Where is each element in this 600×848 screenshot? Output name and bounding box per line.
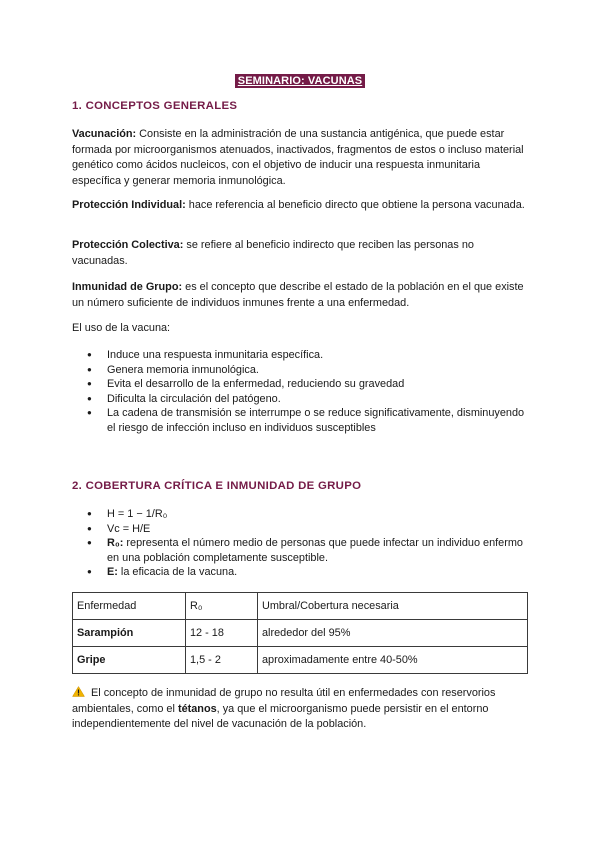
section-2-heading: 2. COBERTURA CRÍTICA E INMUNIDAD DE GRUPO (72, 480, 362, 492)
term-proteccion-colectiva: Protección Colectiva: (72, 239, 184, 251)
e-text: la eficacia de la vacuna. (117, 566, 238, 579)
warning-note (72, 686, 530, 733)
document-title: SEMINARIO: VACUNAS (235, 74, 365, 88)
term-vacunacion: Vacunación: (72, 128, 137, 140)
list-item: ● Evita el desarrollo de la enfermedad, reduciendo su gravedad (72, 377, 530, 392)
text-proteccion-colectiva: se refiere al beneficio indirecto que reciben las personas no vacunadas. (72, 239, 474, 267)
list-item: ● Dificulta la circulación del patógeno. (72, 392, 530, 407)
cell-disease: Gripe (73, 647, 186, 674)
uso-intro: El uso de la vacuna: (72, 322, 171, 334)
table-row (73, 647, 528, 674)
r0-definition (72, 536, 530, 565)
cell-disease: Sarampión (73, 620, 186, 647)
header-r0: R₀ (186, 593, 258, 620)
warning-icon (72, 686, 85, 697)
paragraph-proteccion-colectiva (72, 238, 530, 269)
table-header-row (73, 593, 528, 620)
table-row (73, 620, 528, 647)
text-vacunacion: Consiste en la administración de una sustancia antigénica, que puede estar formada por microorganismos atenuados, inactivados, fragmentos de estos o incluso material genético como ácidos nucleicos, con el objetivo de inducir una respuesta inmunitaria específica y generar memoria inmunológica. (72, 128, 524, 187)
title-wrapper (0, 71, 600, 89)
note-text-post: , ya que el microorganismo puede persistir en el entorno independientemente del nivel de vacunación de la población. (72, 702, 489, 731)
text-proteccion-individual: hace referencia al beneficio directo que obtiene la persona vacunada. (185, 199, 525, 211)
e-term: E: (107, 566, 118, 579)
r0-term: R₀: (107, 537, 124, 550)
paragraph-inmunidad-grupo (72, 280, 530, 311)
formula-list (72, 507, 530, 580)
e-definition (72, 565, 530, 580)
list-item: ● Induce una respuesta inmunitaria específica. (72, 348, 530, 363)
header-enfermedad: Enfermedad (73, 593, 186, 620)
note-text-pre: El concepto de inmunidad de grupo no resulta útil en enfermedades con reservorios ambientales, como el (72, 687, 496, 715)
term-proteccion-individual: Protección Individual: (72, 199, 186, 211)
list-item: ● Genera memoria inmunológica. (72, 363, 530, 378)
note-tetanos: tétanos (177, 702, 217, 715)
cell-r0: 12 - 18 (186, 620, 258, 647)
uso-list (72, 348, 530, 436)
cell-r0: 1,5 - 2 (186, 647, 258, 674)
paragraph-proteccion-individual (72, 198, 530, 214)
cell-threshold: aproximadamente entre 40-50% (258, 647, 528, 674)
term-inmunidad-grupo: Inmunidad de Grupo: (72, 281, 183, 293)
paragraph-vacunacion (72, 127, 530, 189)
cell-threshold: alrededor del 95% (258, 620, 528, 647)
r0-text: representa el número medio de personas que puede infectar un individuo enfermo en una población completamente susceptible. (107, 537, 523, 564)
disease-table (72, 592, 528, 674)
formula-vc: ● Vc = H/E (72, 522, 530, 537)
list-item: ● La cadena de transmisión se interrumpe o se reduce significativamente, disminuyendo el riesgo de infección incluso en individuos susceptibles (72, 406, 530, 435)
formula-h: ● H = 1 − 1/R₀ (72, 507, 530, 522)
header-umbral: Umbral/Cobertura necesaria (258, 593, 528, 620)
section-1-heading: 1. CONCEPTOS GENERALES (72, 100, 238, 112)
text-inmunidad-grupo: es el concepto que describe el estado de la población en el que existe un número suficiente de individuos inmunes frente a una enfermedad. (72, 281, 524, 309)
